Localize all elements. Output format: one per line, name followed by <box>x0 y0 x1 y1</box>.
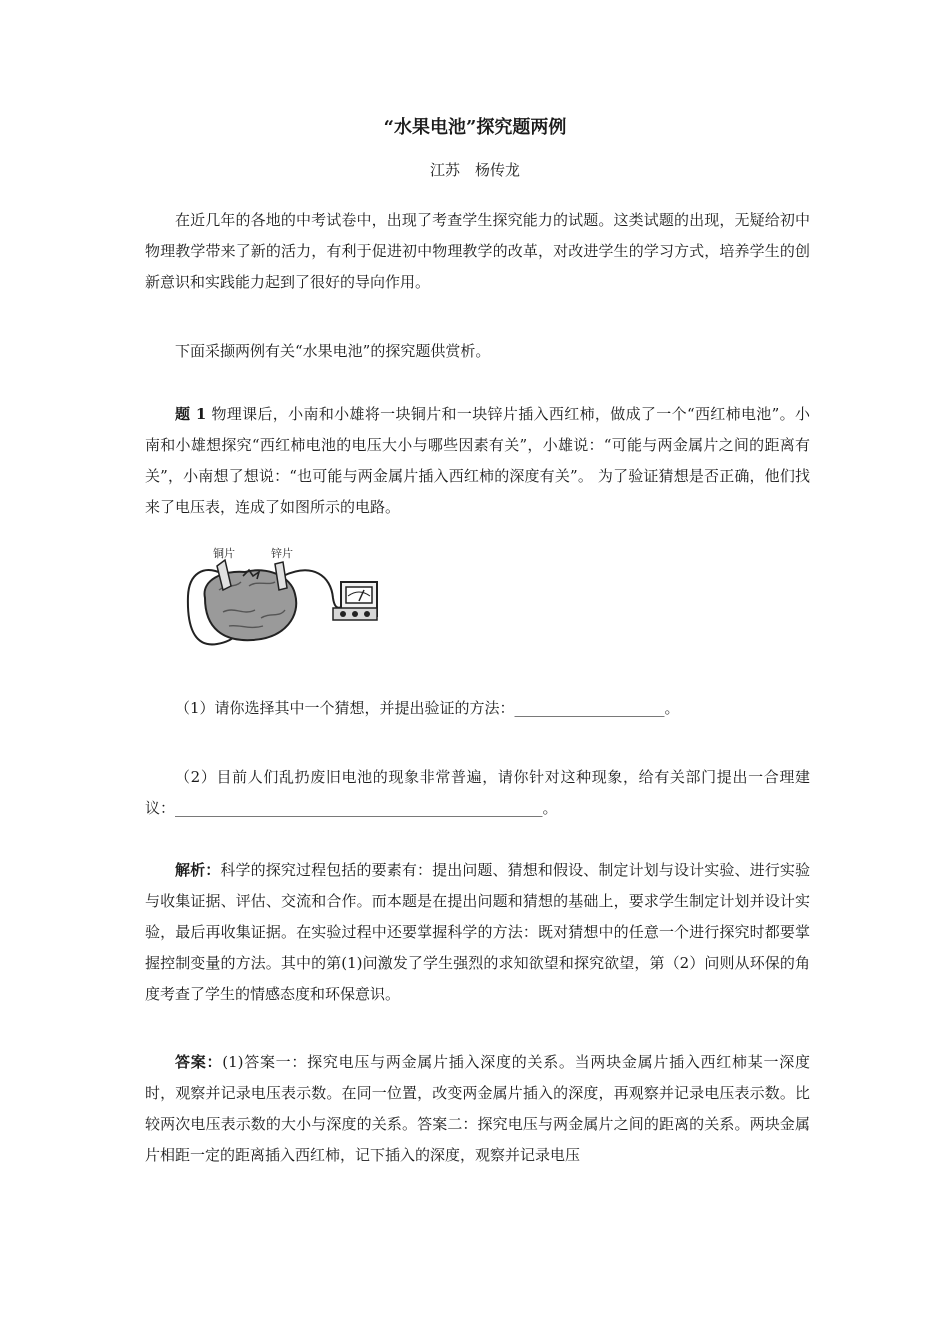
problem-1-label: 题 1 <box>175 405 207 423</box>
author-line: 江苏 杨传龙 <box>429 161 520 179</box>
answer-text: (1)答案一：探究电压与两金属片插入深度的关系。当两块金属片插入西红柿某一深度时，观察并记录电压表示数。在同一位置，改变两金属片插入的深度，再观察并记录电压表示数。比较两次电压表示数的大小与深度的关系。答案二：探究电压与两金属片之间的距离的关系。两块金属片相距一定的距离插入西红柿，记下插入的深度，观察并记录电压 <box>145 1053 810 1164</box>
analysis-paragraph <box>145 855 810 1010</box>
analysis-label: 解析： <box>175 861 221 879</box>
question-1: （1）请你选择其中一个猜想，并提出验证的方法：____________________。 <box>175 699 680 717</box>
analysis-text: 科学的探究过程包括的要素有：提出问题、猜想和假设、制定计划与设计实验、进行实验与收集证据、评估、交流和合作。而本题是在提出问题和猜想的基础上，要求学生制定计划并设计实验，最后再收集证据。在实验过程中还要掌握科学的方法：既对猜想中的任意一个进行探究时都要掌握控制变量的方法。其中的第(1)问激发了学生强烈的求知欲望和探究欲望，第（2）问则从环保的角度考查了学生的情感态度和环保意识。 <box>145 861 810 1003</box>
intro-paragraph: 在近几年的各地的中考试卷中，出现了考查学生探究能力的试题。这类试题的出现，无疑给初中物理教学带来了新的活力，有利于促进初中物理教学的改革，对改进学生的学习方式，培养学生的创新意识和实践能力起到了很好的导向作用。 <box>145 211 810 291</box>
lead-paragraph: 下面采撷两例有关“水果电池”的探究题供赏析。 <box>175 342 491 360</box>
answer-label: 答案： <box>175 1053 223 1071</box>
tomato-battery-figure <box>183 546 383 656</box>
zinc-label: 锌片 <box>271 547 293 560</box>
problem-1-paragraph <box>145 399 810 523</box>
copper-label: 铜片 <box>213 547 235 560</box>
problem-1-text: 物理课后，小南和小雄将一块铜片和一块锌片插入西红柿，做成了一个“西红柿电池”。小南和小雄想探究“西红柿电池的电压大小与哪些因素有关”，小雄说：“可能与两金属片之间的距离有关”，小南想了想说：“也可能与两金属片插入西红柿的深度有关”。 为了验证猜想是否正确，他们找来了电压表，连成了如图所示的电路。 <box>145 405 810 516</box>
article-title: “水果电池”探究题两例 <box>383 117 567 138</box>
answer-paragraph <box>145 1047 810 1171</box>
question-2: （2）目前人们乱扔废旧电池的现象非常普遍，请你针对这种现象，给有关部门提出一合理建议：_________________________________________________。 <box>145 768 810 817</box>
voltmeter <box>333 582 377 620</box>
